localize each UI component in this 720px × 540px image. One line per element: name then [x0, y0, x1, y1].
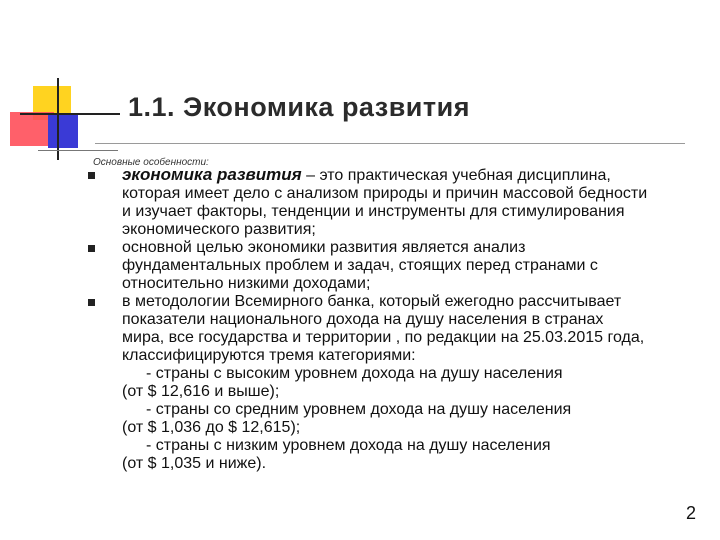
slide-content — [88, 166, 648, 473]
slide-title: 1.1. Экономика развития — [128, 92, 470, 122]
category-range-middle: (от $ 1,036 до $ 12,615); — [122, 419, 301, 436]
bullet-text: в методологии Всемирного банка, который ежегодно рассчитывает показатели национального дохода на душу населения в странах мира, все государства и территории , по редакции на 25.03.2015 года, классифицируются тремя категориями: — [122, 293, 645, 364]
title-underline — [95, 143, 685, 144]
bullet-square-icon — [88, 239, 122, 257]
bullet-item-definition — [88, 166, 648, 239]
decor-blue-square — [48, 115, 78, 148]
decor-horizontal-line — [20, 113, 120, 115]
bullet-text: основной целью экономики развития является анализ фундаментальных проблем и задач, стоящих перед странами с относительно низкими доходами; — [122, 239, 598, 292]
page-number: 2 — [685, 503, 696, 523]
term-highlight: экономика развития — [122, 165, 302, 184]
decor-vertical-line — [57, 78, 59, 160]
bullet-item-goal — [88, 239, 648, 293]
subheading: Основные особенности: — [93, 157, 209, 168]
bullet-text: – это практическая учебная дисциплина, которая имеет дело с анализом природы и причин массовой бедности и изучает факторы, тенденции и инструменты для стимулирования экономического развития; — [122, 167, 648, 238]
bullet-item-methodology — [88, 293, 648, 365]
category-line-high: - страны с высоким уровнем дохода на душу населения — [146, 365, 563, 382]
category-range-low: (от $ 1,035 и ниже). — [122, 455, 267, 472]
category-line-low: - страны с низким уровнем дохода на душу населения — [146, 437, 551, 454]
category-range-high: (от $ 12,616 и выше); — [122, 383, 280, 400]
bullet-square-icon — [88, 293, 122, 311]
decor-short-line — [38, 150, 118, 151]
category-line-middle: - страны со средним уровнем дохода на душу населения — [146, 401, 572, 418]
bullet-square-icon — [88, 166, 122, 184]
